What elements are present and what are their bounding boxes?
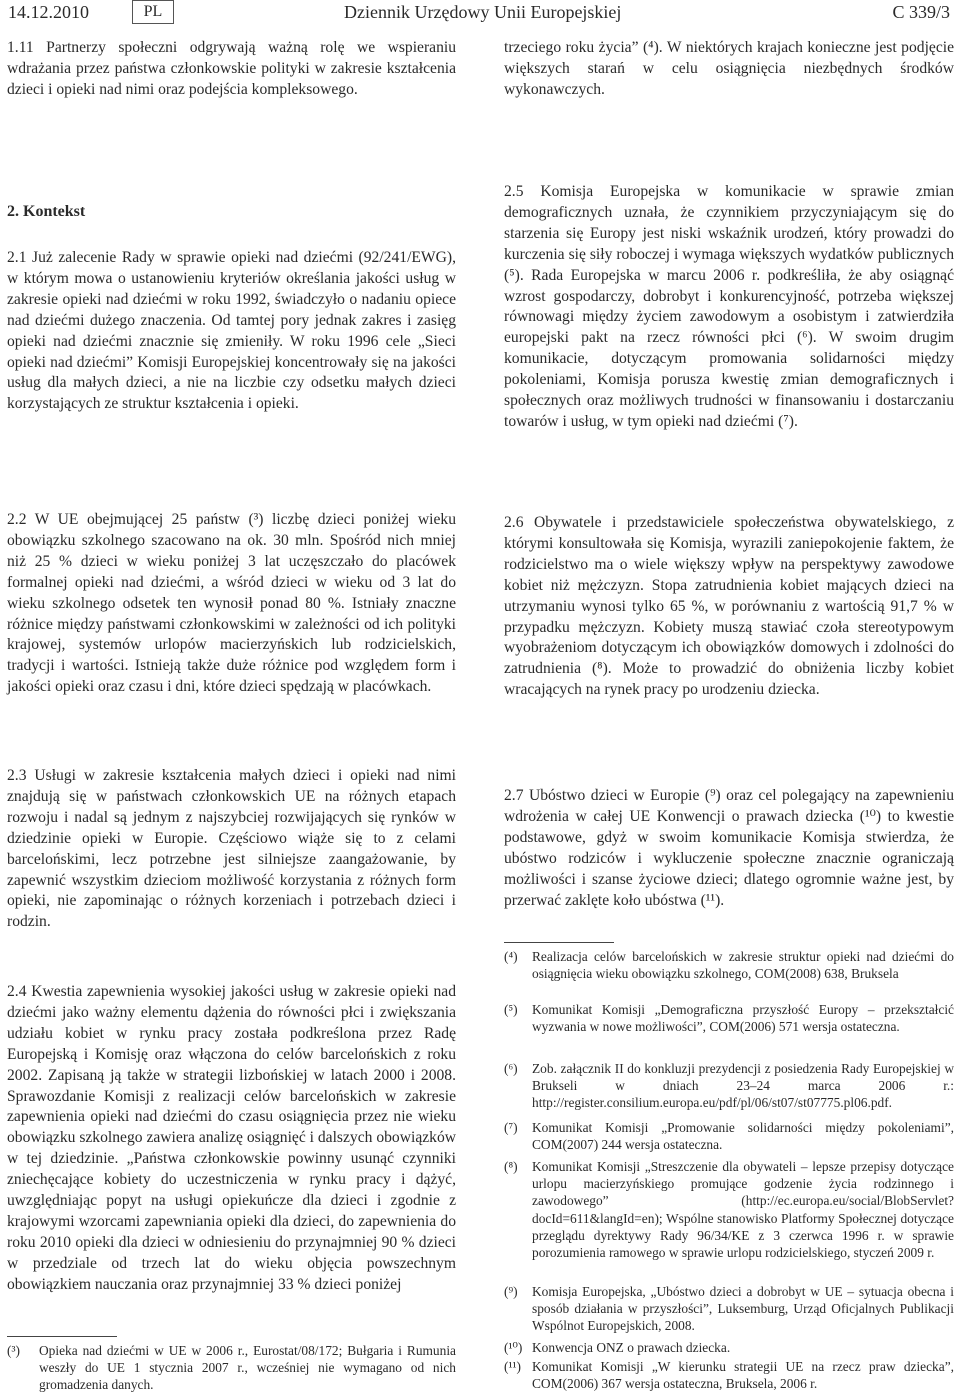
footnote-text: Realizacja celów barcelońskich w zakresie struktur opieki nad dziećmi do osiągnięcia wieku obowiązku szkolnego, COM(2008) 638, Bruksela bbox=[532, 949, 954, 982]
footnote-7 bbox=[504, 1119, 954, 1153]
footnote-text: Komisja Europejska, „Ubóstwo dzieci a dobrobyt w UE – sytuacja obecna i sposób działania w przyszłości”, Luksemburg, Urząd Oficjalnych Publikacji Wspólnot Europejskich, 2008. bbox=[532, 1284, 954, 1334]
footnote-text: Opieka nad dziećmi w UE w 2006 r., Eurostat/08/172; Bułgaria i Rumunia weszły do UE 1 stycznia 2007 r., wcześniej nie wymagano od nich gromadzenia danych. bbox=[39, 1343, 456, 1393]
paragraph-2-5 bbox=[504, 182, 954, 433]
footnote-text: Komunikat Komisji „W kierunku strategii UE na rzecz praw dziecka”, COM(2006) 367 wersja ostateczna, Bruksela, 2006 r. bbox=[532, 1359, 954, 1392]
page-header bbox=[0, 0, 960, 24]
footnote-mark: (¹¹) bbox=[504, 1359, 521, 1374]
paragraph-2-3 bbox=[7, 766, 456, 933]
footnote-6 bbox=[504, 1060, 954, 1112]
footnote-8 bbox=[504, 1158, 954, 1261]
footnote-11 bbox=[504, 1358, 954, 1392]
footnote-text: Konwencja ONZ o prawach dziecka. bbox=[532, 1340, 731, 1355]
footnote-mark: (¹⁰) bbox=[504, 1340, 523, 1355]
footnote-4 bbox=[504, 948, 954, 982]
footnote-mark: (⁵) bbox=[504, 1002, 518, 1017]
paragraph-2-1 bbox=[7, 248, 456, 415]
paragraph-1-11 bbox=[7, 38, 456, 101]
footnote-mark: (³) bbox=[7, 1343, 20, 1358]
paragraph-text: 2.4 Kwestia zapewnienia wysokiej jakości usług w zakresie opieki nad dziećmi jako ważny elementu dążenia do równości płci i zwiększania udziału kobiet w rynku pracy została podkreślona przez Radę Europejską i Komisję oraz włączona do celów barcelońskich z roku 2002. Zapisaną ją także w strategii lizbońskiej w latach 2000 i 2008. Sprawozdanie Komisji z realizacji celów barcelońskich w zakresie zapewnienia opieki nad dziećmi do czasu osiągnięcia przez nie wieku obowiązku szkolnego zawiera analizę osiągnięć i dalszych obowiązków w tej dziedzinie. „Państwa członkowskie powinny usunąć czynniki zniechęcające kobiety do uczestniczenia w rynku pracy i dążyć, uwzględniając popyt na usługi opiekuńcze dla dzieci i zgodnie z krajowymi wzorcami zapewniania opieki dla dzieci, do zapewnienia do roku 2010 opieki dla dzieci w odniesieniu do przynajmniej 90 % dzieci w przedziale od trzech lat do wieku objęcia powszechnym obowiązkiem nauczania oraz przynajmniej 33 % dzieci poniżej bbox=[7, 983, 457, 1293]
footnote-mark: (⁴) bbox=[504, 949, 518, 964]
footnote-text: Komunikat Komisji „Demograficzna przyszłość Europy – przekształcić wyzwania w nowe możliwości”, COM(2006) 571 wersja ostateczna. bbox=[532, 1002, 954, 1035]
footnote-mark: (⁶) bbox=[504, 1061, 518, 1076]
paragraph-text: 2.7 Ubóstwo dzieci w Europie (⁹) oraz cel polegający na zapewnieniu wdrożenia w całej UE Konwencji o prawach dziecka (¹⁰) to kwestie podstawowe, gdyż w swoim komunikacie Komisja stwierdza, że ubóstwo rodziców i wykluczenie społeczne znacznie ograniczają możliwości i szanse życiowe dzieci; dlatego ogromnie ważne jest, by przerwać zaklęte koło ubóstwa (¹¹). bbox=[504, 787, 954, 909]
paragraph-text: 2.3 Usługi w zakresie kształcenia małych dzieci i opieki nad nimi znajdują się w państwach członkowskich UE na różnych etapach rozwoju i nadal są jednym z najszybciej rozwijających się rynków w dziedzinie opieki w Europie. Częściowo wiąże się to z celami barcelońskimi, lecz potrzebne jest silniejsze zaangażowanie, by zapewnić wszystkim dzieciom możliwość korzystania z różnych form opieki, nie zapominając o różnych korzeniach i potrzebach dzieci i rodzin. bbox=[7, 767, 456, 931]
paragraph-2-2 bbox=[7, 510, 456, 698]
section-heading: 2. Kontekst bbox=[7, 203, 86, 220]
footnote-mark: (⁸) bbox=[504, 1159, 518, 1174]
footnote-text: Zob. załącznik II do konkluzji prezydencji z posiedzenia Rady Europejskiej w Brukseli w dniach 23–24 marca 2006 r.: http://register.consilium.europa.eu/pdf/pl/06/st07/st07775.pl06.pdf. bbox=[532, 1061, 954, 1111]
paragraph-text: 2.1 Już zalecenie Rady w sprawie opieki nad dziećmi (92/241/EWG), w którym mowa o ustanowieniu kryteriów określania jakości usług w zakresie opieki nad dziećmi w roku 1992, świadczyło o nadaniu opiece nad dziećmi dużego znaczenia. Od tamtej pory jednak zakres i zasięg opieki nad dziećmi znacznie się zmieniły. W roku 1996 cele „Sieci opieki nad dziećmi” Komisji Europejskiej koncentrowały się na jakości usług dla małych dzieci, a nie na liczbie czy odsetku małych dzieci korzystających ze struktur kształcenia i opieki. bbox=[7, 249, 456, 413]
footnote-mark: (⁹) bbox=[504, 1284, 518, 1299]
footnote-text: Komunikat Komisji „Streszczenie dla obywateli – lepsze przepisy dotyczące urlopu macierzyńskiego promujące godzenie życia rodzinnego i zawodowego” (http://ec.europa.eu/social/BlobServlet?docId=611&langId=en); Wspólne stanowisko Platformy Społecznej dotyczące przeglądu dyrektywy Rady 96/34/KE z 3 czerwca 1996 r. w sprawie porozumienia ramowego w sprawie urlopu rodzicielskiego, styczeń 2009 r. bbox=[532, 1159, 954, 1261]
paragraph-2-7 bbox=[504, 786, 954, 911]
paragraph-text: 2.5 Komisja Europejska w komunikacie w sprawie zmian demograficznych uznała, że czynnikiem przyczyniającym się do starzenia się Europy jest niski wskaźnik urodzeń, który prowadzi do kurczenia się siły roboczej i wymaga większych wydatków publicznych (⁵). Rada Europejska w marcu 2006 r. podkreśliła, że aby osiągnąć wzrost gospodarczy, dobrobyt i konkurencyjność, potrzeba większej równowagi między życiem zawodowym a osobistym i zatwierdziła europejski pakt na rzecz równości płci (⁶). W swoim drugim komunikacie, dotyczącym promowania solidarności między pokoleniami, Komisja porusza kwestię zmian demograficznych i społecznych oraz możliwych trudności w finansowaniu i dostarczaniu towarów i usług, w tym opieki nad dziećmi (⁷). bbox=[504, 183, 954, 430]
footnote-10 bbox=[504, 1339, 954, 1356]
publication-date: 14.12.2010 bbox=[8, 2, 89, 22]
journal-title: Dziennik Urzędowy Unii Europejskiej bbox=[344, 2, 622, 22]
paragraph-text: trzeciego roku życia” (⁴). W niektórych krajach konieczne jest podjęcie większych starań w celu osiągnięcia niezbędnych środków wykonawczych. bbox=[504, 39, 954, 98]
footnote-5 bbox=[504, 1001, 954, 1035]
language-code-box: PL bbox=[132, 0, 174, 24]
footnote-3 bbox=[7, 1342, 456, 1394]
paragraph-text: 2.6 Obywatele i przedstawiciele społeczeństwa obywatelskiego, z którymi konsultowała się Komisja, wyrazili zaniepokojenie faktem, że rodzicielstwo ma o wiele większy wpływ na perspektywy zawodowe kobiet niż mężczyzn. Stopa zatrudnienia kobiet mających dzieci na utrzymaniu wynosi tylko 65 %, w porównaniu z wartością 91,7 % w przypadku mężczyzn. Kobiety muszą stawiać czoła stereotypowym wyobrażeniom dotyczącym ich obowiązków domowych i zdolności do zatrudnienia (⁸). Może to prowadzić do obniżenia liczby kobiet wracających na rynek pracy po urodzeniu dziecka. bbox=[504, 514, 954, 699]
paragraph-text: 1.11 Partnerzy społeczni odgrywają ważną rolę we wspieraniu wdrażania przez państwa członkowskie polityki w zakresie kształcenia dzieci i opieki nad nimi oraz podejścia kompleksowego. bbox=[7, 39, 456, 98]
footnote-mark: (⁷) bbox=[504, 1120, 518, 1135]
paragraph-text: 2.2 W UE obejmującej 25 państw (³) liczbę dzieci poniżej wieku obowiązku szkolnego szacowano na ok. 30 mln. Spośród nich mniej niż 25 % dzieci w wieku poniżej 3 lat uczęszczało do placówek formalnej opieki nad dziećmi, a wśród dzieci w wieku od 3 lat do wieku szkolnego odsetek ten wynosił ponad 80 %. Istniały znaczne różnice między państwami członkowskimi w zależności od ich polityki krajowej, systemów urlopów macierzyńskich lub rodzicielskich, tradycji i wartości. Istnieją także duże różnice pod względem form i jakości opieki oraz czasu i dni, które dzieci spędzają w placówkach. bbox=[7, 511, 456, 696]
footnote-rule bbox=[7, 1336, 117, 1337]
footnote-9 bbox=[504, 1283, 954, 1335]
paragraph-1-11-continued bbox=[504, 38, 954, 101]
footnote-rule bbox=[504, 942, 614, 943]
paragraph-2-6 bbox=[504, 513, 954, 701]
page-reference: C 339/3 bbox=[892, 2, 950, 22]
paragraph-2-4 bbox=[7, 982, 456, 1296]
footnote-text: Komunikat Komisji „Promowanie solidarności między pokoleniami”, COM(2007) 244 wersja ostateczna. bbox=[532, 1120, 954, 1153]
